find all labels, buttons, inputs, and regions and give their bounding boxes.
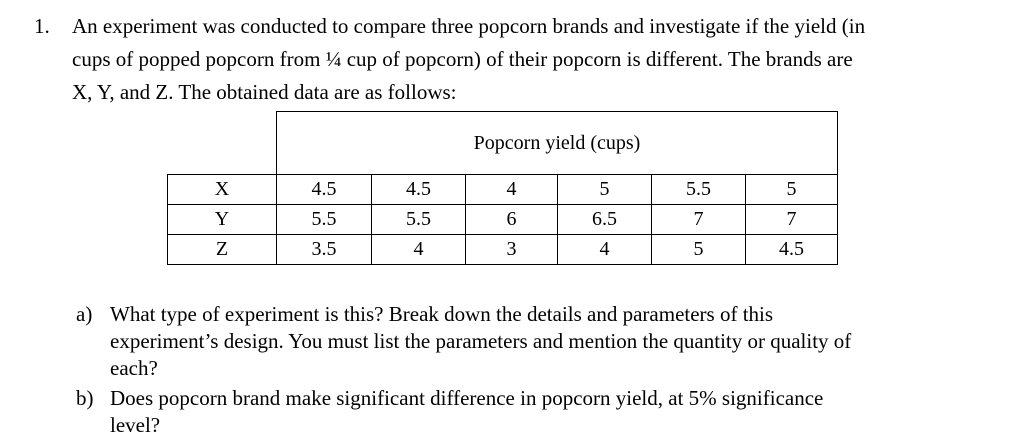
part-b-line-1: Does popcorn brand make significant difference in popcorn yield, at 5% significance — [110, 386, 824, 410]
table-cell: 6.5 — [558, 205, 652, 235]
table-cell: 3.5 — [277, 235, 372, 265]
intro-line-2: cups of popped popcorn from ¼ cup of popcorn) of their popcorn is different. The brands are — [72, 47, 853, 71]
table-cell: 5 — [558, 175, 652, 205]
table-cell: 3 — [466, 235, 558, 265]
table-cell: 4.5 — [277, 175, 372, 205]
brand-label: Y — [168, 205, 277, 235]
table-cell: 5.5 — [277, 205, 372, 235]
part-b-label: b) — [76, 386, 94, 410]
table-cell: 7 — [746, 205, 838, 235]
table-corner — [168, 112, 277, 175]
table-cell: 4.5 — [372, 175, 466, 205]
question-number: 1. — [34, 14, 50, 38]
table-cell: 5.5 — [652, 175, 746, 205]
table-cell: 4.5 — [746, 235, 838, 265]
data-table — [167, 111, 838, 265]
table-cell: 4 — [466, 175, 558, 205]
brand-label: Z — [168, 235, 277, 265]
table-cell: 7 — [652, 205, 746, 235]
table-cell: 6 — [466, 205, 558, 235]
table-row — [168, 175, 838, 205]
part-a-line-3: each? — [110, 356, 158, 380]
intro-line-1: An experiment was conducted to compare three popcorn brands and investigate if the yield (in — [72, 14, 866, 38]
part-b-line-2: level? — [110, 413, 161, 437]
table-cell: 5 — [746, 175, 838, 205]
part-a-label: a) — [76, 302, 93, 326]
intro-line-3: X, Y, and Z. The obtained data are as follows: — [72, 80, 457, 104]
part-a-line-1: What type of experiment is this? Break down the details and parameters of this — [110, 302, 774, 326]
table-cell: 4 — [558, 235, 652, 265]
table-row — [168, 235, 838, 265]
table-cell: 5 — [652, 235, 746, 265]
table-cell: 5.5 — [372, 205, 466, 235]
table-row — [168, 205, 838, 235]
table-header-row — [168, 112, 838, 175]
part-a-line-2: experiment’s design. You must list the parameters and mention the quantity or quality of — [110, 329, 852, 353]
table-header: Popcorn yield (cups) — [277, 112, 838, 175]
table-cell: 4 — [372, 235, 466, 265]
brand-label: X — [168, 175, 277, 205]
